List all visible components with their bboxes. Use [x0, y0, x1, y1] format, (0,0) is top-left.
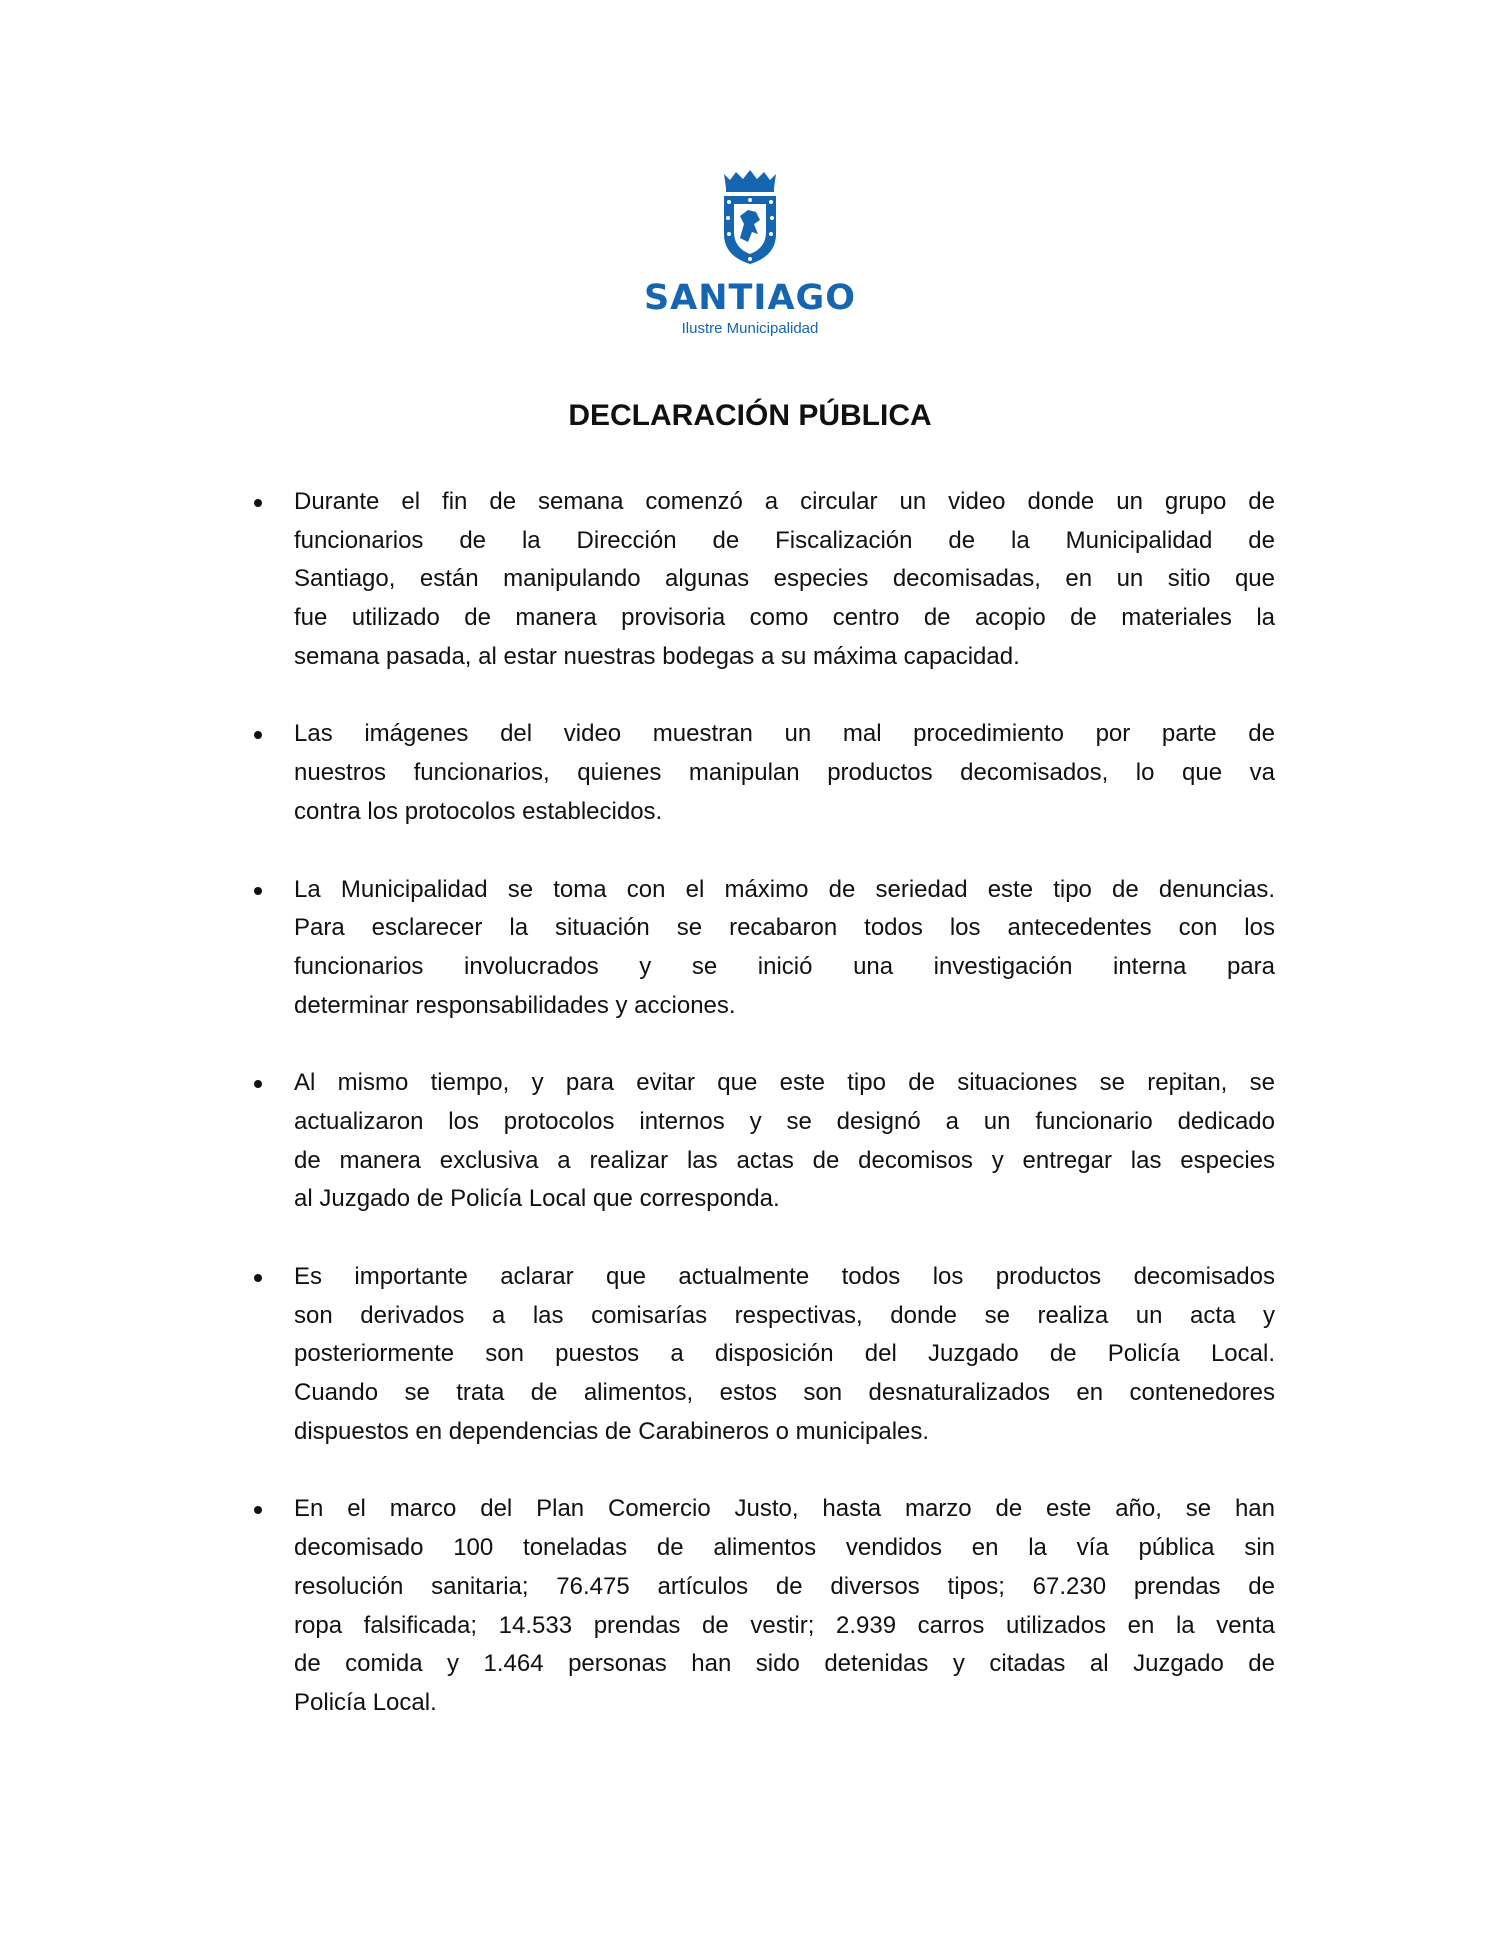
paragraph-line: de manera exclusiva a realizar las actas de decomisos y entregar las especies — [294, 1146, 1275, 1174]
municipality-logo — [0, 168, 1500, 338]
paragraph-line: En el marco del Plan Comercio Justo, hasta marzo de este año, se han — [294, 1495, 1275, 1523]
bullet-icon — [254, 731, 262, 739]
paragraph-line: posteriormente son puestos a disposición del Juzgado de Policía Local. — [294, 1340, 1275, 1368]
bullet-paragraph — [294, 1064, 1275, 1219]
paragraph-line: nuestros funcionarios, quienes manipulan productos decomisados, lo que va — [294, 759, 1275, 787]
paragraph-line: fue utilizado de manera provisoria como centro de acopio de materiales la — [294, 604, 1275, 632]
bullet-paragraph — [294, 1490, 1275, 1722]
paragraph-line: de comida y 1.464 personas han sido detenidas y citadas al Juzgado de — [294, 1650, 1275, 1678]
paragraph-line: decomisado 100 toneladas de alimentos vendidos en la vía pública sin — [294, 1534, 1275, 1562]
bullet-icon — [254, 499, 262, 507]
bullet-icon — [254, 1080, 262, 1088]
bullet-paragraph — [294, 1258, 1275, 1451]
bullet-paragraph — [294, 715, 1275, 831]
paragraph-line: Es importante aclarar que actualmente todos los productos decomisados — [294, 1263, 1275, 1290]
bullet-icon — [254, 1506, 262, 1514]
paragraph-line: Para esclarecer la situación se recabaron todos los antecedentes con los — [294, 914, 1275, 942]
bullet-paragraph — [294, 871, 1275, 1026]
bullet-icon — [254, 1274, 262, 1282]
paragraph-line: dispuestos en dependencias de Carabineros o municipales. — [294, 1417, 930, 1445]
paragraph-line: Durante el fin de semana comenzó a circular un video donde un grupo de — [294, 488, 1275, 515]
bullet-icon — [254, 887, 262, 895]
logo-subtitle: Ilustre Municipalidad — [681, 320, 819, 337]
paragraph-line: actualizaron los protocolos internos y se designó a un funcionario dedicado — [294, 1107, 1275, 1135]
paragraph-line: funcionarios involucrados y se inició una investigación interna para — [294, 952, 1275, 980]
paragraph-line: Las imágenes del video muestran un mal procedimiento por parte de — [294, 720, 1275, 748]
page-title: DECLARACIÓN PÚBLICA — [568, 399, 932, 432]
paragraph-line: La Municipalidad se toma con el máximo de seriedad este tipo de denuncias. — [294, 875, 1275, 903]
coat-of-arms-icon — [720, 168, 780, 266]
logo-name: SANTIAGO — [643, 278, 857, 318]
paragraph-line: Cuando se trata de alimentos, estos son desnaturalizados en contenedores — [294, 1379, 1275, 1407]
paragraph-line: son derivados a las comisarías respectivas, donde se realiza un acta y — [294, 1301, 1275, 1329]
paragraph-line: contra los protocolos establecidos. — [294, 797, 663, 825]
paragraph-line: Santiago, están manipulando algunas especies decomisadas, en un sitio que — [294, 565, 1275, 593]
paragraph-line: Policía Local. — [294, 1688, 437, 1716]
bullet-paragraph — [294, 483, 1275, 676]
paragraph-line: determinar responsabilidades y acciones. — [294, 991, 736, 1019]
paragraph-line: al Juzgado de Policía Local que corresponda. — [294, 1185, 780, 1213]
paragraph-line: Al mismo tiempo, y para evitar que este tipo de situaciones se repitan, se — [294, 1069, 1275, 1097]
paragraph-line: semana pasada, al estar nuestras bodegas a su máxima capacidad. — [294, 642, 1020, 670]
paragraph-line: ropa falsificada; 14.533 prendas de vestir; 2.939 carros utilizados en la venta — [294, 1611, 1275, 1639]
paragraph-line: funcionarios de la Dirección de Fiscalización de la Municipalidad de — [294, 526, 1275, 554]
declaration-body — [294, 483, 1275, 1762]
paragraph-line: resolución sanitaria; 76.475 artículos de diversos tipos; 67.230 prendas de — [294, 1572, 1275, 1600]
